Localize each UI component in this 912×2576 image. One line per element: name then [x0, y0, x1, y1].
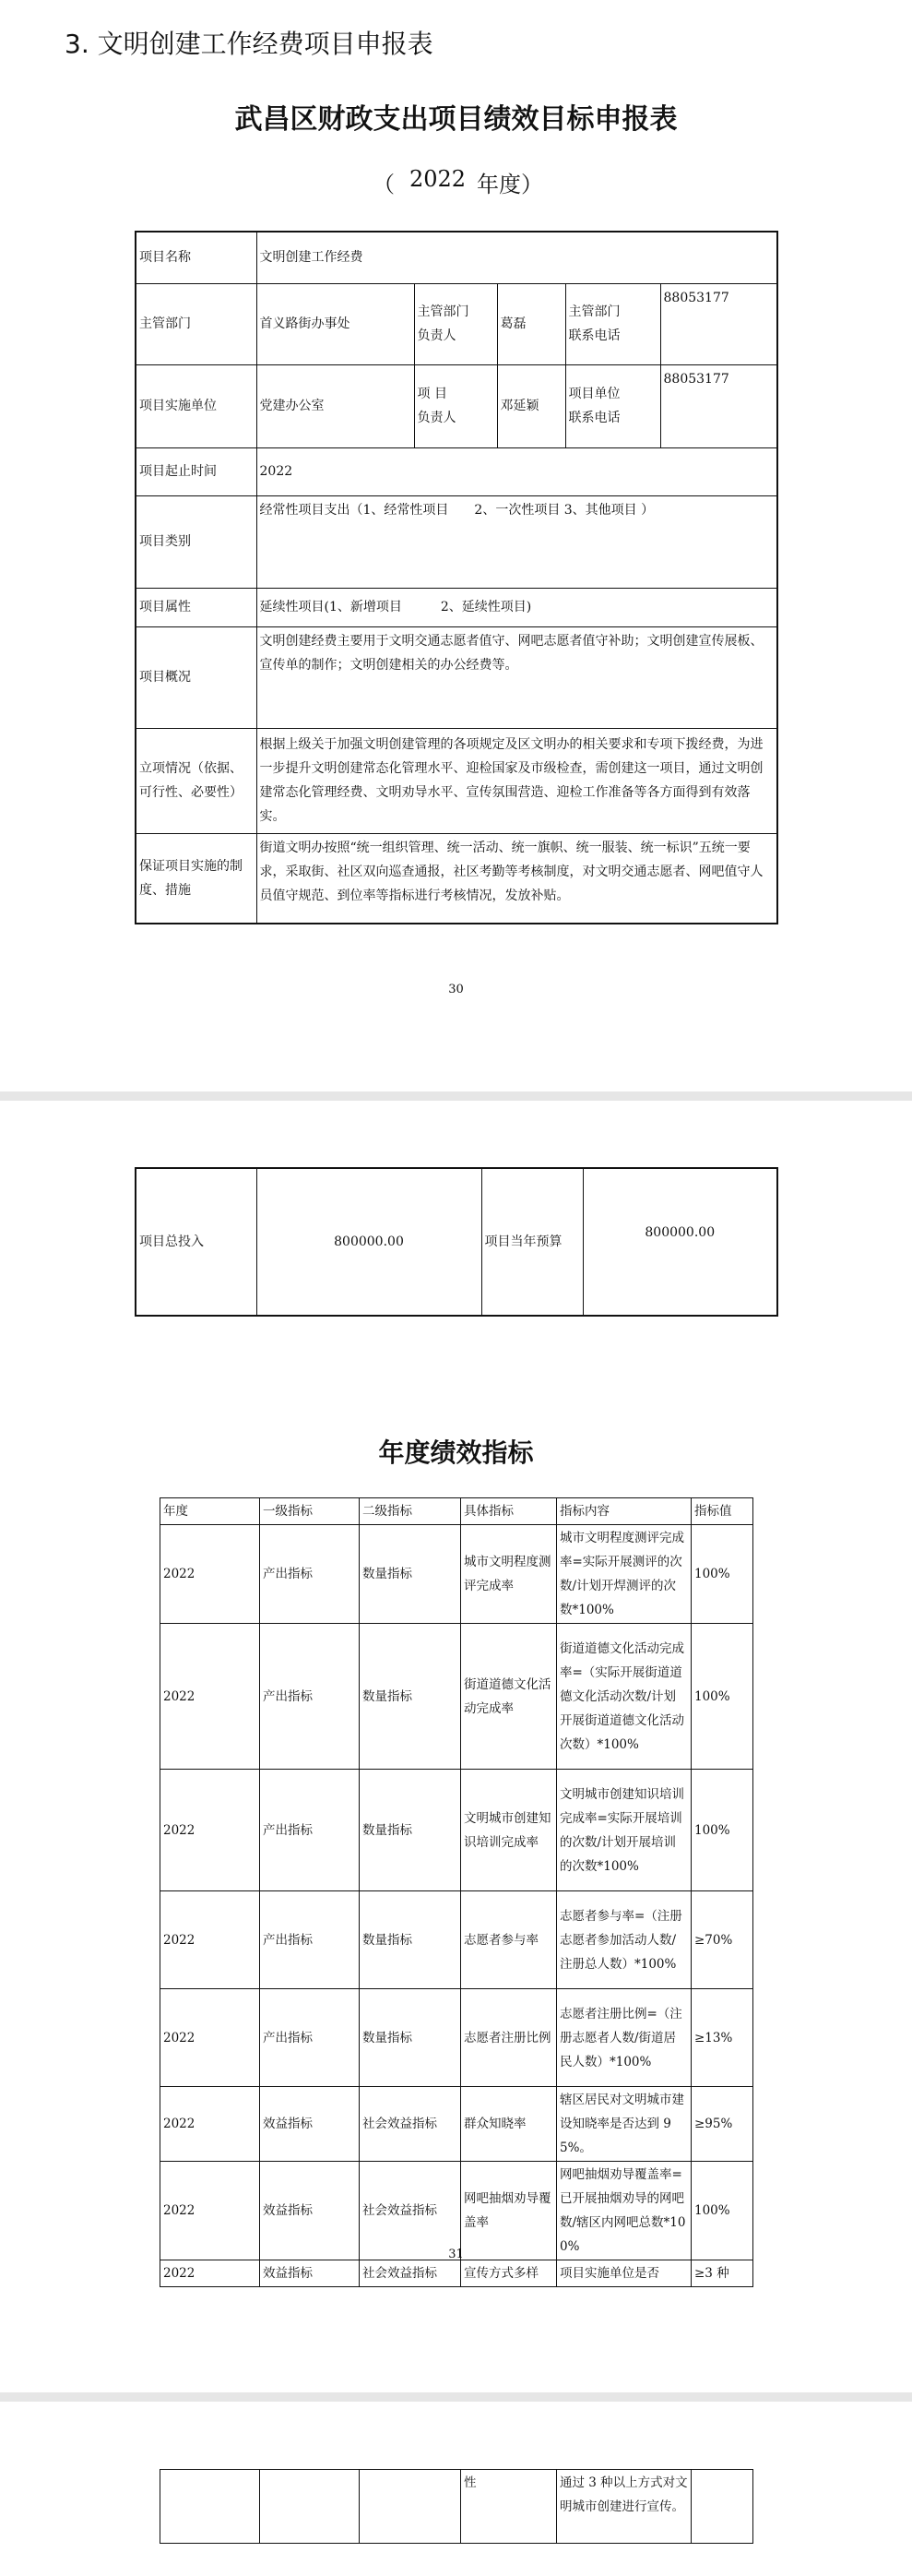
- cell-level1: 产出指标: [260, 1525, 360, 1624]
- header-level2: 二级指标: [360, 1498, 461, 1525]
- page-separator: [0, 2392, 912, 2402]
- dept-head-label: [414, 283, 497, 364]
- cell-year: 2022: [160, 1989, 260, 2087]
- dept-value: 首义路街办事处: [256, 283, 414, 364]
- cell-content: 城市文明程度测评完成率=实际开展测评的次数/计划开焊测评的次数*100%: [557, 1525, 692, 1624]
- category-label: 项目类别: [136, 495, 256, 588]
- cell-value: [692, 2470, 753, 2544]
- period-value: 2022: [256, 447, 777, 495]
- cell-indicator: 网吧抽烟劝导覆盖率: [461, 2162, 557, 2260]
- table-row: [160, 2260, 753, 2287]
- dept-phone-label-line1: 主管部门: [568, 304, 621, 319]
- dept-head-value: 葛磊: [497, 283, 565, 364]
- cell-level2: 数量指标: [360, 1624, 461, 1770]
- impl-head-label-line2: 负责人: [417, 411, 456, 425]
- table-row: [160, 1989, 753, 2087]
- performance-table-continued: [160, 2469, 753, 2544]
- cell-indicator: 群众知晓率: [461, 2087, 557, 2162]
- cell-level1: 产出指标: [260, 1989, 360, 2087]
- cell-content: 项目实施单位是否: [557, 2260, 692, 2287]
- budget-table: [135, 1167, 778, 1317]
- cell-indicator: 性: [461, 2470, 557, 2544]
- cell-level1: 效益指标: [260, 2260, 360, 2287]
- cell-level2: 社会效益指标: [360, 2260, 461, 2287]
- impl-head-value: 邓延颖: [497, 364, 565, 447]
- cell-value: ≥95%: [692, 2087, 753, 2162]
- year-open-paren: （: [373, 172, 395, 197]
- cell-value: ≥70%: [692, 1891, 753, 1989]
- cell-year: 2022: [160, 1770, 260, 1891]
- cell-level2: 社会效益指标: [360, 2162, 461, 2260]
- cell-indicator: 志愿者注册比例: [461, 1989, 557, 2087]
- header-year: 年度: [160, 1498, 260, 1525]
- impl-unit-value: 党建办公室: [256, 364, 414, 447]
- dept-phone-value: 88053177: [660, 283, 777, 364]
- impl-phone-value: 88053177: [660, 364, 777, 447]
- impl-phone-label: [565, 364, 660, 447]
- project-info-table: [135, 231, 778, 924]
- page-number: 31: [448, 2248, 464, 2261]
- table-row: [160, 2087, 753, 2162]
- cell-content: 志愿者注册比例=（注册志愿者人数/街道居民人数）*100%: [557, 1989, 692, 2087]
- cell-level1: 效益指标: [260, 2162, 360, 2260]
- performance-title: 年度绩效指标: [378, 1437, 534, 1468]
- cell-value: 100%: [692, 1525, 753, 1624]
- impl-head-label-line1: 项 目: [417, 387, 447, 401]
- header-value: 指标值: [692, 1498, 753, 1525]
- category-value: 经常性项目支出（1、经常性项目 2、一次性项目 3、其他项目 ）: [256, 495, 777, 588]
- cell-level2: 数量指标: [360, 1891, 461, 1989]
- dept-head-label-line2: 负责人: [417, 328, 456, 343]
- cell-content: 志愿者参与率=（注册志愿者参加活动人数/注册总人数）*100%: [557, 1891, 692, 1989]
- table-row: [160, 2470, 753, 2544]
- cell-level2: [360, 2470, 461, 2544]
- impl-unit-label: 项目实施单位: [136, 364, 256, 447]
- cell-content: 通过 3 种以上方式对文明城市创建进行宣传。: [557, 2470, 692, 2544]
- cell-indicator: 城市文明程度测评完成率: [461, 1525, 557, 1624]
- cell-year: 2022: [160, 1525, 260, 1624]
- cell-year: 2022: [160, 2087, 260, 2162]
- dept-phone-label-line2: 联系电话: [568, 328, 621, 343]
- period-label: 项目起止时间: [136, 447, 256, 495]
- cell-content: 网吧抽烟劝导覆盖率=已开展抽烟劝导的网吧数/辖区内网吧总数*100%: [557, 2162, 692, 2260]
- dept-head-label-line1: 主管部门: [417, 304, 469, 319]
- cell-value: 100%: [692, 1770, 753, 1891]
- page-separator: [0, 1091, 912, 1101]
- table-row: [160, 1891, 753, 1989]
- cell-year: 2022: [160, 1624, 260, 1770]
- project-name-label: 项目名称: [136, 232, 256, 283]
- cell-year: 2022: [160, 2162, 260, 2260]
- table-row: [160, 1770, 753, 1891]
- cell-level1: 效益指标: [260, 2087, 360, 2162]
- impl-phone-label-line2: 联系电话: [568, 411, 621, 425]
- dept-phone-label: [565, 283, 660, 364]
- impl-head-label: [414, 364, 497, 447]
- cell-value: ≥3 种: [692, 2260, 753, 2287]
- cell-level2: 社会效益指标: [360, 2087, 461, 2162]
- table-row: [160, 2162, 753, 2260]
- basis-value: 根据上级关于加强文明创建管理的各项规定及区文明办的相关要求和专项下拨经费，为进一步提升文明创建常态化管理水平、迎检国家及市级检查，需创建这一项目，通过文明创建常态化管理经费、文明劝导水平、宣传氛围营造、迎检工作准备等各方面得到有效落实。: [256, 728, 777, 833]
- cell-content: 文明城市创建知识培训完成率=实际开展培训的次数/计划开展培训的次数*100%: [557, 1770, 692, 1891]
- cell-content: 辖区居民对文明城市建设知晓率是否达到 95%。: [557, 2087, 692, 2162]
- page-number: 30: [448, 983, 464, 996]
- attribute-value: 延续性项目(1、新增项目 2、延续性项目): [256, 588, 777, 626]
- cell-value: 100%: [692, 1624, 753, 1770]
- annual-budget-label: 项目当年预算: [481, 1168, 583, 1316]
- table-row: [160, 1624, 753, 1770]
- overview-label: 项目概况: [136, 626, 256, 728]
- project-name-value: 文明创建工作经费: [256, 232, 777, 283]
- annual-budget-value: 800000.00: [583, 1168, 777, 1316]
- header-level1: 一级指标: [260, 1498, 360, 1525]
- section-title: 3. 文明创建工作经费项目申报表: [65, 29, 433, 59]
- cell-value: ≥13%: [692, 1989, 753, 2087]
- year-value: 2022: [409, 166, 467, 192]
- cell-level2: 数量指标: [360, 1525, 461, 1624]
- cell-indicator: 街道道德文化活动完成率: [461, 1624, 557, 1770]
- main-title: 武昌区财政支出项目绩效目标申报表: [234, 103, 678, 136]
- measures-label: 保证项目实施的制度、措施: [136, 833, 256, 924]
- cell-level2: 数量指标: [360, 1770, 461, 1891]
- year-label: 年度）: [477, 172, 543, 197]
- dept-label: 主管部门: [136, 283, 256, 364]
- impl-phone-label-line1: 项目单位: [568, 387, 621, 401]
- cell-year: 2022: [160, 2260, 260, 2287]
- basis-label: 立项情况（依据、可行性、必要性）: [136, 728, 256, 833]
- total-investment-value: 800000.00: [256, 1168, 481, 1316]
- total-investment-label: 项目总投入: [136, 1168, 256, 1316]
- cell-year: 2022: [160, 1891, 260, 1989]
- cell-level1: 产出指标: [260, 1891, 360, 1989]
- cell-indicator: 文明城市创建知识培训完成率: [461, 1770, 557, 1891]
- cell-year: [160, 2470, 260, 2544]
- measures-value: 街道文明办按照“统一组织管理、统一活动、统一旗帜、统一服装、统一标识”五统一要求，采取街、社区双向巡查通报，社区考勤等考核制度，对文明交通志愿者、网吧值守人员值守规范、到位率等指标进行考核情况，发放补贴。: [256, 833, 777, 924]
- performance-table: [160, 1497, 753, 2287]
- cell-indicator: 志愿者参与率: [461, 1891, 557, 1989]
- attribute-label: 项目属性: [136, 588, 256, 626]
- header-indicator: 具体指标: [461, 1498, 557, 1525]
- cell-level1: [260, 2470, 360, 2544]
- table-row: [160, 1525, 753, 1624]
- cell-value: 100%: [692, 2162, 753, 2260]
- cell-level2: 数量指标: [360, 1989, 461, 2087]
- overview-value: 文明创建经费主要用于文明交通志愿者值守、网吧志愿者值守补助；文明创建宣传展板、宣传单的制作；文明创建相关的办公经费等。: [256, 626, 777, 728]
- cell-level1: 产出指标: [260, 1624, 360, 1770]
- cell-level1: 产出指标: [260, 1770, 360, 1891]
- cell-indicator: 宣传方式多样: [461, 2260, 557, 2287]
- header-content: 指标内容: [557, 1498, 692, 1525]
- cell-content: 街道道德文化活动完成率=（实际开展街道道德文化活动次数/计划开展街道道德文化活动次数）*100%: [557, 1624, 692, 1770]
